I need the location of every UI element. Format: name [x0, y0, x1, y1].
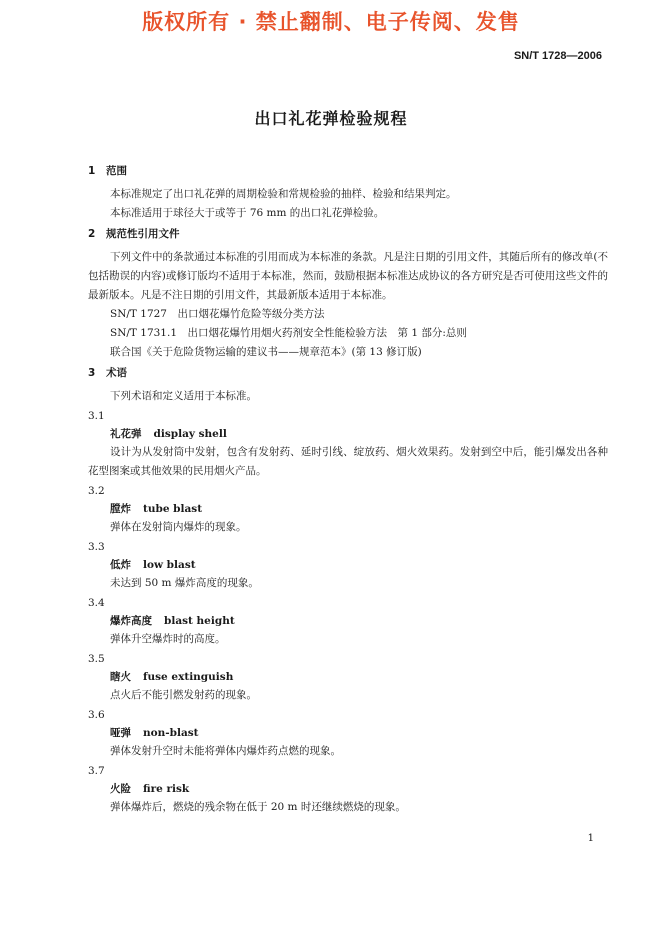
term-number: 3.3 — [88, 541, 105, 553]
document-body — [88, 160, 608, 817]
term-number: 3.5 — [88, 653, 105, 665]
section-title: 范围 — [106, 165, 127, 177]
term-definition: 弹体爆炸后，燃烧的残余物在低于 20 m 时还继续燃烧的现象。 — [110, 801, 406, 813]
term-heading — [88, 425, 608, 443]
term-definition: 设计为从发射筒中发射，包含有发射药、延时引线、绽放药、烟火效果药。发射到空中后，能引爆发出各种花型图案或其他效果的民用烟火产品。 — [88, 446, 608, 477]
reference-item: SN/T 1731.1 出口烟花爆竹用烟火药剂安全性能检验方法 第 1 部分:总则 — [110, 327, 467, 339]
term-definition: 弹体升空爆炸时的高度。 — [110, 633, 226, 645]
term-heading — [88, 780, 608, 798]
section-number: 2 — [88, 228, 96, 240]
section-number: 1 — [88, 165, 96, 177]
term-chinese: 瞎火 — [110, 671, 131, 683]
section-heading-terms — [88, 364, 608, 383]
section-heading-normative-references — [88, 225, 608, 244]
paragraph: 本标准适用于球径大于或等于 76 mm 的出口礼花弹检验。 — [110, 207, 385, 219]
term-number: 3.6 — [88, 709, 105, 721]
term-english: fire risk — [143, 783, 190, 795]
copyright-watermark: 版权所有 · 禁止翻制、电子传阅、发售 — [142, 10, 520, 34]
term-heading — [88, 724, 608, 742]
term-chinese: 爆炸高度 — [110, 615, 152, 627]
term-chinese: 低炸 — [110, 559, 131, 571]
term-chinese: 膛炸 — [110, 503, 131, 515]
term-entry — [88, 650, 608, 705]
paragraph: 下列术语和定义适用于本标准。 — [110, 390, 257, 402]
paragraph: 下列文件中的条款通过本标准的引用而成为本标准的条款。凡是注日期的引用文件，其随后所有的修改单(不包括勘误的内容)或修订版均不适用于本标准，然而，鼓励根据本标准达成协议的各方研究是否可使用这些文件的最新版本。凡是不注日期的引用文件，其最新版本适用于本标准。 — [88, 251, 608, 301]
term-heading — [88, 668, 608, 686]
section-title: 规范性引用文件 — [106, 228, 180, 240]
term-english: blast height — [164, 615, 235, 627]
section-number: 3 — [88, 367, 96, 379]
term-number: 3.7 — [88, 765, 105, 777]
term-chinese: 礼花弹 — [110, 428, 142, 440]
term-chinese: 哑弹 — [110, 727, 131, 739]
term-definition: 未达到 50 m 爆炸高度的现象。 — [110, 577, 259, 589]
term-number: 3.1 — [88, 410, 105, 422]
term-heading — [88, 556, 608, 574]
term-definition: 弹体发射升空时未能将弹体内爆炸药点燃的现象。 — [110, 745, 341, 757]
term-number: 3.4 — [88, 597, 105, 609]
term-chinese: 火险 — [110, 783, 131, 795]
document-title: 出口礼花弹检验规程 — [254, 109, 408, 128]
term-entry — [88, 538, 608, 593]
standard-code: SN/T 1728—2006 — [513, 50, 602, 62]
term-entry — [88, 594, 608, 649]
term-english: tube blast — [143, 503, 203, 515]
term-number: 3.2 — [88, 485, 105, 497]
term-definition: 点火后不能引燃发射药的现象。 — [110, 689, 257, 701]
term-heading — [88, 612, 608, 630]
page-number: 1 — [587, 833, 594, 844]
term-english: low blast — [143, 559, 196, 571]
paragraph: 本标准规定了出口礼花弹的周期检验和常规检验的抽样、检验和结果判定。 — [110, 188, 457, 200]
reference-item: SN/T 1727 出口烟花爆竹危险等级分类方法 — [110, 308, 325, 320]
section-heading-scope — [88, 162, 608, 181]
term-english: fuse extinguish — [143, 671, 234, 683]
section-title: 术语 — [106, 367, 127, 379]
term-entry — [88, 762, 608, 817]
term-english: non-blast — [143, 727, 199, 739]
term-heading — [88, 500, 608, 518]
term-entry — [88, 407, 608, 481]
term-english: display shell — [153, 428, 227, 440]
term-entry — [88, 706, 608, 761]
term-entry — [88, 482, 608, 537]
term-definition: 弹体在发射筒内爆炸的现象。 — [110, 521, 247, 533]
reference-item: 联合国《关于危险货物运输的建议书——规章范本》(第 13 修订版) — [110, 346, 422, 358]
